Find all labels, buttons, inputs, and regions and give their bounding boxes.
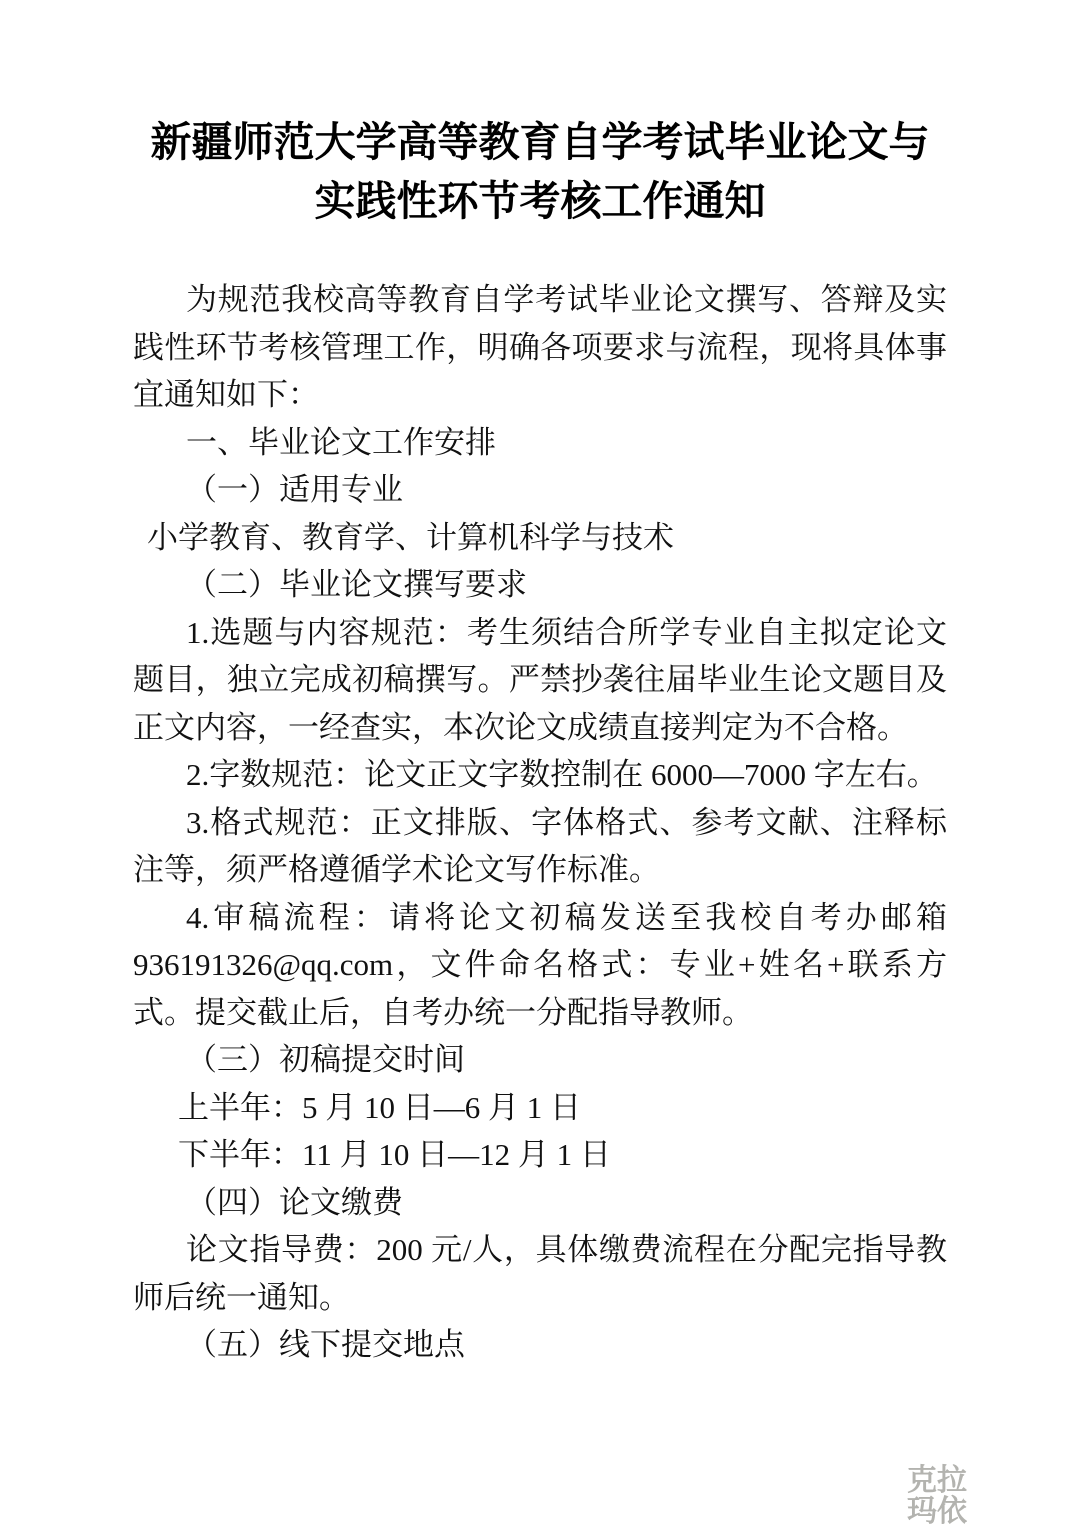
subsection-1-3-heading: （三）初稿提交时间 <box>186 1042 465 1077</box>
document-title <box>133 113 947 231</box>
subsection-1-4-heading: （四）论文缴费 <box>186 1184 403 1220</box>
karamay-watermark <box>907 1465 967 1527</box>
applicable-majors-line: 小学教育、教育学、计算机科学与技术 <box>147 519 674 555</box>
subsection-1-2-heading: （二）毕业论文撰写要求 <box>186 567 527 602</box>
item-3-format-rules: 3.格式规范：正文排版、字体格式、参考文献、注释标注等，须严格遵循学术论文写作标准。 <box>133 804 947 887</box>
item-2-wordcount-rules: 2.字数规范：论文正文字数控制在 6000—7000 字左右。 <box>186 757 938 792</box>
document-title-line-1: 新疆师范大学高等教育自学考试毕业论文与 <box>150 119 930 165</box>
subsection-1-1-heading: （一）适用专业 <box>186 472 403 507</box>
watermark-line-1: 克拉 <box>907 1464 967 1497</box>
first-half-deadline-line: 上半年：5 月 10 日—6 月 1 日 <box>178 1089 581 1125</box>
fee-paragraph: 论文指导费：200 元/人，具体缴费流程在分配完指导教师后统一通知。 <box>133 1232 947 1315</box>
second-half-deadline-line: 下半年：11 月 10 日—12 月 1 日 <box>178 1137 611 1172</box>
subsection-1-5-heading: （五）线下提交地点 <box>186 1327 465 1362</box>
intro-paragraph: 为规范我校高等教育自学考试毕业论文撰写、答辩及实践性环节考核管理工作，明确各项要求与流程，现将具体事宜通知如下： <box>133 282 947 412</box>
document-title-line-2: 实践性环节考核工作通知 <box>314 178 766 224</box>
item-1-topic-rules: 1.选题与内容规范：考生须结合所学专业自主拟定论文题目，独立完成初稿撰写。严禁抄袭往届毕业生论文题目及正文内容，一经查实，本次论文成绩直接判定为不合格。 <box>133 614 947 745</box>
section-1-heading: 一、毕业论文工作安排 <box>186 424 496 460</box>
document-body <box>133 276 947 1369</box>
watermark-line-2: 玛依 <box>907 1495 967 1528</box>
item-4-review-process: 4.审稿流程：请将论文初稿发送至我校自考办邮箱 936191326@qq.com，文件命名格式：专业+姓名+联系方式。提交截止后，自考办统一分配指导教师。 <box>133 899 947 1030</box>
